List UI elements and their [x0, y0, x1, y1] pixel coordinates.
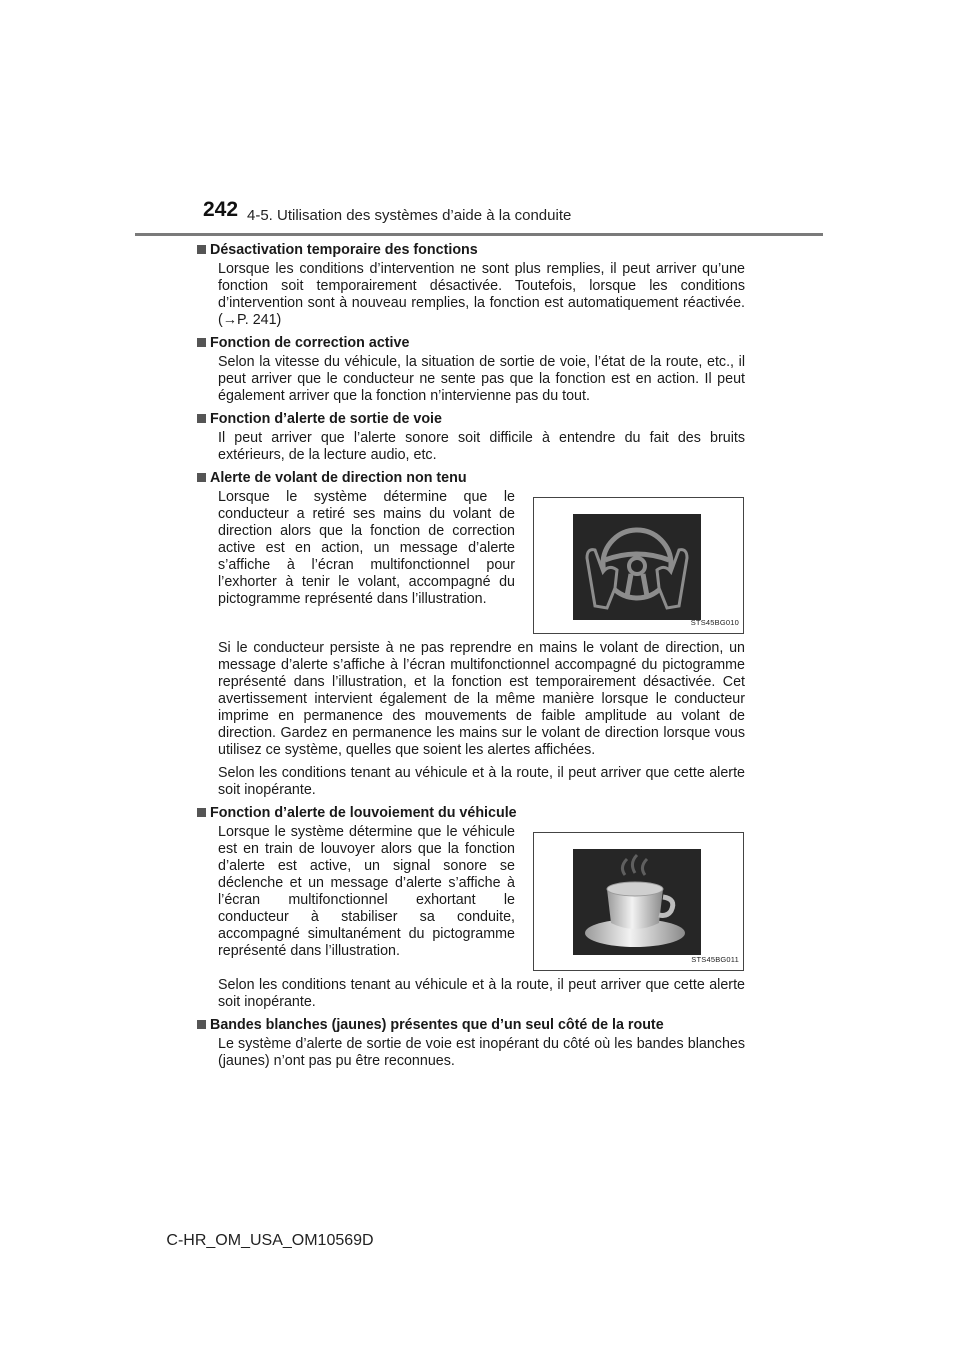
section-active-correction	[210, 335, 745, 405]
multi-info-display	[573, 849, 701, 955]
section-heading: Bandes blanches (jaunes) présentes que d’un seul côté de la route	[210, 1017, 664, 1033]
section-paragraph: Selon les conditions tenant au véhicule et à la route, il peut arriver que cette alerte soit inopérante.	[218, 765, 745, 798]
page-content	[210, 242, 745, 1076]
section-heading: Fonction de correction active	[210, 335, 410, 351]
section-heading: Désactivation temporaire des fonctions	[210, 242, 478, 258]
square-bullet-icon	[197, 1020, 206, 1029]
section-lane-departure-alert	[210, 411, 745, 464]
figure-code: STS45BG010	[690, 618, 739, 627]
section-weaving-alert	[210, 805, 745, 1011]
section-paragraph: Lorsque les conditions d’intervention ne sont plus remplies, il peut arriver qu’une fonction soit temporairement désactivée. Toutefois, lorsque les conditions d’intervention sont à nouveau remplies, la fonction est automatiquement réactivée. (→P. 241)	[218, 261, 745, 328]
square-bullet-icon	[197, 473, 206, 482]
header-rule	[135, 233, 823, 236]
section-one-side-lines	[210, 1017, 745, 1070]
section-heading: Fonction d’alerte de louvoiement du véhicule	[210, 805, 517, 821]
multi-info-display	[573, 514, 701, 620]
square-bullet-icon	[197, 414, 206, 423]
figure-code: STS45BG011	[691, 955, 739, 964]
square-bullet-icon	[197, 808, 206, 817]
page-number: 242	[203, 198, 239, 221]
section-paragraph: Il peut arriver que l’alerte sonore soit difficile à entendre du fait des bruits extérieurs, de la lecture audio, etc.	[218, 430, 745, 463]
steering-wheel-hands-icon	[573, 514, 701, 620]
section-heading: Fonction d’alerte de sortie de voie	[210, 411, 442, 427]
section-paragraph: Selon les conditions tenant au véhicule et à la route, il peut arriver que cette alerte soit inopérante.	[218, 977, 745, 1010]
section-temporary-deactivation	[210, 242, 745, 329]
coffee-cup-icon	[573, 849, 701, 955]
chapter-title: 4-5. Utilisation des systèmes d’aide à la conduite	[247, 207, 572, 224]
section-side-text: Lorsque le système détermine que le conducteur a retiré ses mains du volant de direction alors que la fonction de correction active est en action, un message d’alerte s’affiche à l’écran multifonctionnel pour l’exhorter à tenir le volant, accompagné du pictogramme représenté dans l’illustration.	[218, 489, 515, 607]
section-heading: Alerte de volant de direction non tenu	[210, 470, 467, 486]
section-paragraph: Si le conducteur persiste à ne pas reprendre en mains le volant de direction, un message d’alerte s’affiche à l’écran multifonctionnel accompagné du pictogramme représenté dans l’illustration, et la fonction est temporairement désactivée. Cet avertissement intervient également de la même manière lorsque le conducteur imprime en permanence des mouvements de faible amplitude au volant de direction. Gardez en permanence les mains sur le volant de direction lorsque vous utilisez ce système, quelles que soient les alertes affichées.	[218, 640, 745, 758]
square-bullet-icon	[197, 245, 206, 254]
section-paragraph: Selon la vitesse du véhicule, la situation de sortie de voie, l’état de la route, etc., il peut arriver que le conducteur ne sente pas que la fonction est en action. Il peut également arriver que la fonction n’intervienne pas du tout.	[218, 354, 745, 404]
section-side-text: Lorsque le système détermine que le véhicule est en train de louvoyer alors que la fonction d’alerte est active, un signal sonore se déclenche et un message d’alerte s’affiche à l’écran multifonctionnel exhortant le conducteur à stabiliser sa conduite, accompagné simultanément du pictogramme représenté dans l’illustration.	[218, 824, 515, 959]
coffee-cup-figure	[533, 832, 744, 971]
steering-wheel-figure	[533, 497, 744, 634]
section-hands-off-wheel-alert	[210, 470, 745, 799]
square-bullet-icon	[197, 338, 206, 347]
footer-doc-code: C-HR_OM_USA_OM10569D	[166, 1232, 374, 1249]
section-paragraph: Le système d’alerte de sortie de voie est inopérant du côté où les bandes blanches (jaunes) n’ont pas pu être reconnues.	[218, 1036, 745, 1069]
